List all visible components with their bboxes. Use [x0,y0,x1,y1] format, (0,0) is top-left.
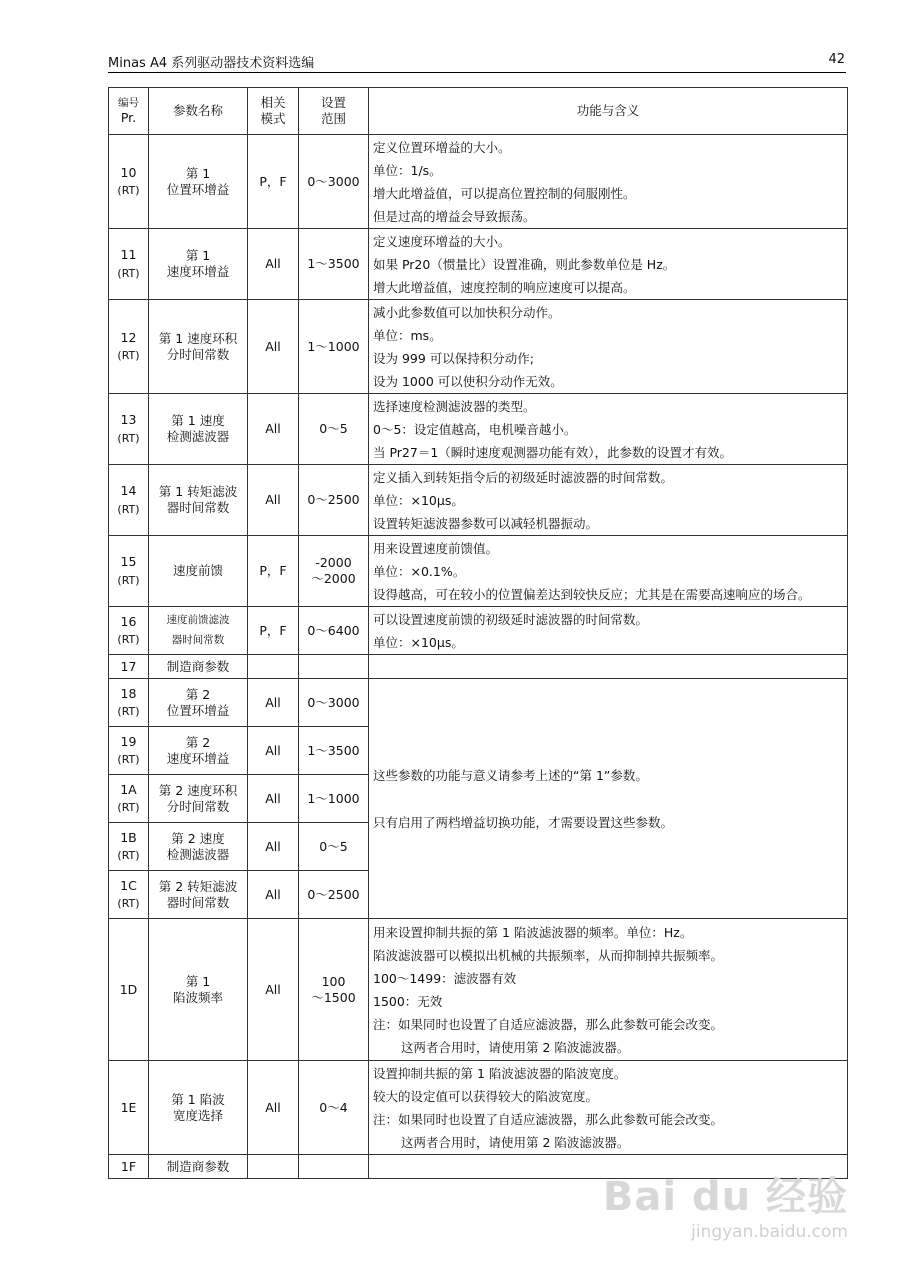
param-range [299,394,369,465]
param-name-line: 速度环增益 [166,264,230,279]
header-mode [248,88,299,135]
description-line: 注：如果同时也设置了自适应滤波器，那么此参数可能会改变。 [373,1016,724,1032]
param-name-line: 第 1 [185,973,211,989]
param-name-line: 第 2 [185,734,211,750]
realtime-tag: (RT) [117,753,140,767]
param-name-line: 位置环增益 [166,181,230,197]
param-number [109,775,149,823]
param-code: 11 [120,247,137,263]
param-name [149,679,248,727]
param-mode: All [248,1061,299,1155]
param-name-line: 器时间常数 [166,894,230,910]
description-line: 用来设置抑制共振的第 1 陷波滤波器的频率。单位：Hz。 [373,924,693,940]
param-number [109,655,149,679]
description-line: 0～5：设定值越高，电机噪音越小。 [373,421,577,437]
table-row [109,300,848,394]
realtime-tag: (RT) [117,849,140,863]
param-number [109,1155,149,1179]
param-name-line: 第 1 速度环积 [158,330,238,346]
param-range-line: ～2000 [311,571,356,586]
param-mode: All [248,679,299,727]
table-row [109,465,848,536]
header-mode-line2: 模式 [260,111,286,126]
description-line: 设得越高，可在较小的位置偏差达到较快反应；尤其是在需要高速响应的场合。 [373,586,811,602]
param-range [299,1155,369,1179]
param-number [109,1061,149,1155]
description-line: 较大的设定值可以获得较大的陷波宽度。 [373,1088,599,1104]
realtime-tag: (RT) [117,633,140,647]
param-name [149,607,248,655]
param-name [149,300,248,394]
param-name-line: 第 2 速度环积 [158,782,238,798]
param-name-line: 制造商参数 [166,658,230,674]
description-line: 用来设置速度前馈值。 [373,540,499,556]
param-name-line: 第 2 [185,686,211,702]
param-name-line: 位置环增益 [166,702,230,718]
header-range-line2: 范围 [320,111,346,126]
header-divider [108,72,846,73]
description-line: 定义插入到转矩指令后的初级延时滤波器的时间常数。 [373,469,674,485]
param-range [299,135,369,229]
shared-description-line: 只有启用了两档增益切换功能，才需要设置这些参数。 [373,814,674,830]
param-code: 19 [120,733,137,749]
param-range [299,919,369,1061]
param-code: 1D [119,981,138,997]
shared-description-line: 这些参数的功能与意义请参考上述的“第 1”参数。 [373,767,648,783]
description-line: 如果 Pr20（惯量比）设置准确，则此参数单位是 Hz。 [373,256,676,272]
param-mode: All [248,823,299,871]
param-range-line: 0～5 [319,838,348,854]
param-name [149,823,248,871]
param-range [299,465,369,536]
description-line: 陷波滤波器可以模拟出机械的共振频率，从而抑制掉共振频率。 [373,947,724,963]
param-number [109,465,149,536]
param-description [369,229,848,300]
table-header-row [109,88,848,135]
realtime-tag: (RT) [117,573,140,587]
header-function: 功能与含义 [369,88,848,135]
param-name [149,1155,248,1179]
param-range [299,679,369,727]
header-no [109,88,149,135]
param-mode: All [248,300,299,394]
param-code: 16 [120,613,137,629]
spacer [373,787,843,811]
param-number [109,919,149,1061]
param-code: 15 [120,554,137,570]
param-code: 1E [120,1099,137,1115]
param-range [299,300,369,394]
description-line: 注：如果同时也设置了自适应滤波器，那么此参数可能会改变。 [373,1111,724,1127]
param-mode: P，F [248,135,299,229]
param-name [149,919,248,1061]
realtime-tag: (RT) [117,349,140,363]
table-row [109,919,848,1061]
param-number [109,300,149,394]
param-code: 1B [120,829,137,845]
param-description [369,536,848,607]
param-name-line: 宽度选择 [172,1107,223,1123]
param-range [299,655,369,679]
description-line: 设置抑制共振的第 1 陷波滤波器的陷波宽度。 [373,1065,627,1081]
watermark-logo: Bai du 经验 [602,1174,848,1220]
param-name [149,229,248,300]
param-name-line: 器时间常数 [171,633,225,646]
description-line: 当 Pr27＝1（瞬时速度观测器功能有效），此参数的设置才有效。 [373,444,733,460]
param-range-line: 0～4 [319,1099,348,1115]
param-name [149,775,248,823]
realtime-tag: (RT) [117,266,140,280]
realtime-tag: (RT) [117,705,140,719]
param-number [109,727,149,775]
param-range-line: ～1500 [311,989,356,1005]
param-description [369,135,848,229]
param-description [369,655,848,679]
param-range-line: 1～1000 [307,790,360,806]
param-range-line: 0～3000 [307,694,360,710]
param-code: 10 [120,164,137,180]
param-mode: All [248,229,299,300]
param-name-line: 第 1 转矩滤波 [158,484,238,500]
param-mode [248,1155,299,1179]
description-line: 设为 999 可以保持积分动作; [373,350,535,366]
table-row [109,135,848,229]
param-name-line: 第 1 [185,248,211,264]
param-number [109,607,149,655]
param-range [299,823,369,871]
param-range-line: 1～3500 [307,742,360,758]
param-name [149,1061,248,1155]
realtime-tag: (RT) [117,184,140,198]
realtime-tag: (RT) [117,502,140,516]
param-description [369,465,848,536]
header-range [299,88,369,135]
realtime-tag: (RT) [117,431,140,445]
param-description [369,607,848,655]
param-number [109,229,149,300]
header-mode-line1: 相关 [260,95,286,111]
page-header [108,52,845,72]
realtime-tag: (RT) [117,801,140,815]
param-range-line: 0～2500 [307,492,360,508]
param-name-line: 制造商参数 [166,1158,230,1174]
description-line: 定义位置环增益的大小。 [373,139,511,155]
param-code: 1A [120,781,137,797]
param-range-line: 1～1000 [307,338,360,354]
param-mode: All [248,394,299,465]
description-line: 单位：1/s。 [373,162,442,178]
param-name-line: 分时间常数 [166,346,230,362]
description-line: 单位：×10μs。 [373,634,464,650]
description-line: 可以设置速度前馈的初级延时滤波器的时间常数。 [373,611,649,627]
watermark-url: jingyan.baidu.com [691,1222,848,1242]
header-no-pr: Pr. [120,109,137,125]
header-name: 参数名称 [149,88,248,135]
param-name [149,135,248,229]
param-range-line: 0～2500 [307,886,360,902]
param-code: 1F [120,1158,137,1174]
param-name-line: 第 2 速度 [171,830,225,846]
table-row [109,229,848,300]
param-description [369,919,848,1061]
table-row [109,394,848,465]
param-mode [248,655,299,679]
param-mode: All [248,727,299,775]
document-title: Minas A4 系列驱动器技术资料选编 [108,56,315,71]
page-number: 42 [828,52,845,67]
param-name [149,871,248,919]
description-line: 定义速度环增益的大小。 [373,233,511,249]
param-mode: P，F [248,536,299,607]
param-number [109,823,149,871]
table-row [109,655,848,679]
table-row [109,536,848,607]
description-line: 减小此参数值可以加快积分动作。 [373,304,561,320]
param-mode: All [248,465,299,536]
param-name-line: 第 1 陷波 [171,1091,225,1107]
param-name-line: 第 1 [185,165,211,181]
header-range-line1: 设置 [320,95,346,111]
param-code: 1C [120,877,137,893]
param-range-line: 100 [321,973,346,989]
param-name [149,727,248,775]
param-name-line: 第 1 速度 [171,413,225,429]
param-name [149,394,248,465]
param-name-line: 第 2 转矩滤波 [158,878,238,894]
param-code: 12 [120,329,137,345]
description-line: 增大此增益值，可以提高位置控制的伺服刚性。 [373,185,636,201]
param-description [369,394,848,465]
table-row [109,1061,848,1155]
realtime-tag: (RT) [117,897,140,911]
param-mode: P，F [248,607,299,655]
param-name-line: 速度前馈 [172,563,223,579]
description-line: 单位：×10μs。 [373,492,464,508]
description-line: 单位：×0.1%。 [373,563,466,579]
param-name-line: 分时间常数 [166,798,230,814]
param-code: 13 [120,412,137,428]
description-line: 增大此增益值，速度控制的响应速度可以提高。 [373,279,636,295]
description-line: 这两者合用时，请使用第 2 陷波滤波器。 [401,1134,630,1150]
description-line: 设为 1000 可以使积分动作无效。 [373,373,563,389]
param-range [299,727,369,775]
table-row [109,607,848,655]
param-name-line: 速度前馈滤波 [166,613,230,626]
description-line: 100～1499：滤波器有效 [373,970,517,986]
param-range-line: 0～5 [319,421,348,437]
param-name [149,465,248,536]
param-number [109,536,149,607]
param-range-line: 0～3000 [307,173,360,189]
param-name [149,655,248,679]
param-number [109,394,149,465]
param-code: 14 [120,483,137,499]
param-name-line: 速度环增益 [166,750,230,766]
param-range [299,229,369,300]
watermark [603,1165,848,1242]
param-name-line: 检测滤波器 [166,846,230,862]
param-name-line: 陷波频率 [172,989,223,1005]
description-line: 1500：无效 [373,993,443,1009]
param-number [109,135,149,229]
param-range-line: -2000 [315,555,352,571]
param-code: 18 [120,685,137,701]
param-description [369,300,848,394]
param-mode: All [248,871,299,919]
param-range-line: 1～3500 [307,256,360,272]
description-line: 这两者合用时，请使用第 2 陷波滤波器。 [401,1039,630,1055]
shared-description [369,679,848,919]
param-range [299,536,369,607]
param-range [299,775,369,823]
param-range [299,871,369,919]
param-name [149,536,248,607]
description-line: 设置转矩滤波器参数可以减轻机器振动。 [373,515,599,531]
param-name-line: 器时间常数 [166,500,230,515]
param-code: 17 [120,658,137,674]
param-description [369,1061,848,1155]
table-row [109,679,848,727]
param-mode: All [248,919,299,1061]
description-line: 选择速度检测滤波器的类型。 [373,398,536,414]
param-number [109,871,149,919]
header-no-label: 编号 [118,96,139,109]
param-range [299,607,369,655]
param-range [299,1061,369,1155]
description-line: 但是过高的增益会导致振荡。 [373,208,536,224]
parameter-table [108,87,848,1179]
param-mode: All [248,775,299,823]
param-name-line: 检测滤波器 [166,429,230,444]
description-line: 单位：ms。 [373,327,442,343]
param-range-line: 0～6400 [307,622,360,638]
param-number [109,679,149,727]
